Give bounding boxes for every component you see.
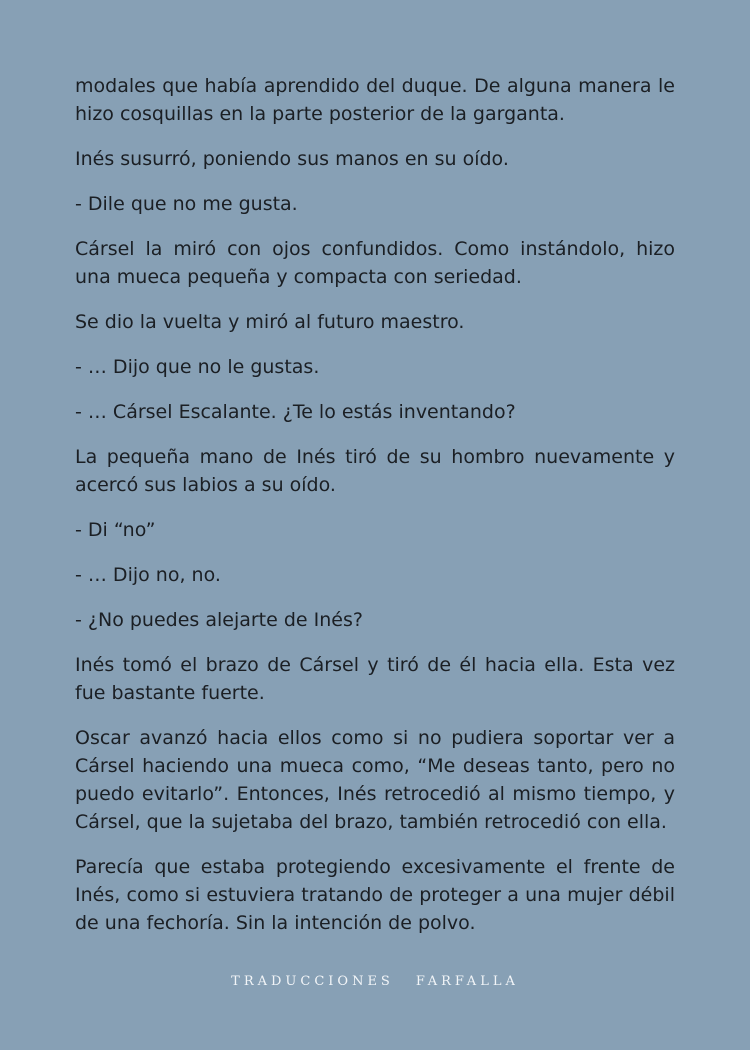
paragraph-9: - Di “no” — [75, 519, 156, 541]
footer-word-2: FARFALLA — [415, 974, 519, 989]
paragraph-5: Se dio la vuelta y miró al futuro maestro. — [75, 311, 465, 333]
paragraph-4: Cársel la miró con ojos confundidos. Como instándolo, hizo una mueca pequeña y compacta con seriedad. — [75, 238, 675, 288]
paragraph-12: Inés tomó el brazo de Cársel y tiró de él hacia ella. Esta vez fue bastante fuerte. — [75, 654, 675, 704]
paragraph-14: Parecía que estaba protegiendo excesivamente el frente de Inés, como si estuviera tratando de proteger a una mujer débil de una fechoría. Sin la intención de polvo. — [75, 856, 675, 934]
paragraph-10: - … Dijo no, no. — [75, 564, 221, 586]
paragraph-2: Inés susurró, poniendo sus manos en su oído. — [75, 148, 509, 170]
paragraph-3: - Dile que no me gusta. — [75, 193, 298, 215]
paragraph-11: - ¿No puedes alejarte de Inés? — [75, 609, 363, 631]
paragraph-1: modales que había aprendido del duque. De alguna manera le hizo cosquillas en la parte posterior de la garganta. — [75, 75, 675, 125]
paragraph-13: Oscar avanzó hacia ellos como si no pudiera soportar ver a Cársel haciendo una mueca como, “Me deseas tanto, pero no puedo evitarlo”. Entonces, Inés retrocedió al mismo tiempo, y Cársel, que la sujetaba del brazo, también retrocedió con ella. — [75, 727, 675, 833]
paragraph-6: - … Dijo que no le gustas. — [75, 356, 320, 378]
page-body — [75, 72, 675, 977]
paragraph-8: La pequeña mano de Inés tiró de su hombro nuevamente y acercó sus labios a su oído. — [75, 446, 675, 496]
footer-word-1: TRADUCCIONES — [231, 974, 394, 989]
footer-credit — [0, 974, 750, 989]
paragraph-7: - … Cársel Escalante. ¿Te lo estás inventando? — [75, 401, 516, 423]
